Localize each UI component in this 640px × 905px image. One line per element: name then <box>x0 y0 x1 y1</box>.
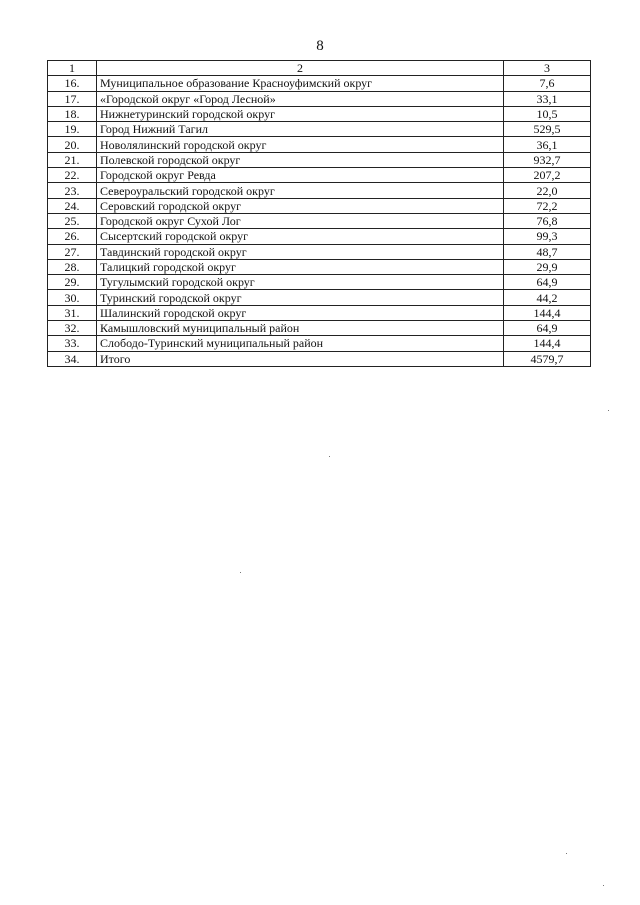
row-name: Тавдинский городской округ <box>97 244 504 259</box>
row-number: 26. <box>48 229 97 244</box>
row-value: 144,4 <box>504 305 591 320</box>
table-row <box>48 275 591 290</box>
row-name: Городской округ Сухой Лог <box>97 213 504 228</box>
row-number: 17. <box>48 91 97 106</box>
row-name: Камышловский муниципальный район <box>97 321 504 336</box>
scan-speck <box>329 456 330 457</box>
row-number: 29. <box>48 275 97 290</box>
row-value: 99,3 <box>504 229 591 244</box>
row-number: 24. <box>48 198 97 213</box>
table-row <box>48 198 591 213</box>
row-value: 64,9 <box>504 275 591 290</box>
row-value: 4579,7 <box>504 351 591 366</box>
table-row <box>48 183 591 198</box>
row-value: 48,7 <box>504 244 591 259</box>
column-header-value: 3 <box>504 61 591 76</box>
column-header-name: 2 <box>97 61 504 76</box>
table-row <box>48 351 591 366</box>
table-header-row <box>48 61 591 76</box>
table-row <box>48 321 591 336</box>
table-row <box>48 152 591 167</box>
row-name: Североуральский городской округ <box>97 183 504 198</box>
row-value: 72,2 <box>504 198 591 213</box>
row-name: Нижнетуринский городской округ <box>97 106 504 121</box>
table-row <box>48 290 591 305</box>
row-number: 30. <box>48 290 97 305</box>
row-value: 36,1 <box>504 137 591 152</box>
table-row <box>48 168 591 183</box>
row-name: Туринский городской округ <box>97 290 504 305</box>
row-name: Слободо-Туринский муниципальный район <box>97 336 504 351</box>
table-row <box>48 106 591 121</box>
row-value: 10,5 <box>504 106 591 121</box>
row-number: 28. <box>48 259 97 274</box>
row-value: 76,8 <box>504 213 591 228</box>
row-name: Новолялинский городской округ <box>97 137 504 152</box>
row-value: 64,9 <box>504 321 591 336</box>
scan-speck <box>603 885 604 886</box>
row-value: 29,9 <box>504 259 591 274</box>
table-row <box>48 137 591 152</box>
row-number: 23. <box>48 183 97 198</box>
row-number: 19. <box>48 122 97 137</box>
row-name: Полевской городской округ <box>97 152 504 167</box>
row-name: Город Нижний Тагил <box>97 122 504 137</box>
row-number: 32. <box>48 321 97 336</box>
scan-speck <box>608 410 609 411</box>
row-number: 34. <box>48 351 97 366</box>
row-number: 18. <box>48 106 97 121</box>
row-name: «Городской округ «Город Лесной» <box>97 91 504 106</box>
row-value: 44,2 <box>504 290 591 305</box>
row-number: 16. <box>48 76 97 91</box>
row-name: Шалинский городской округ <box>97 305 504 320</box>
row-value: 22,0 <box>504 183 591 198</box>
row-value: 207,2 <box>504 168 591 183</box>
row-number: 31. <box>48 305 97 320</box>
row-number: 25. <box>48 213 97 228</box>
column-header-number: 1 <box>48 61 97 76</box>
row-number: 20. <box>48 137 97 152</box>
row-name: Итого <box>97 351 504 366</box>
row-name: Серовский городской округ <box>97 198 504 213</box>
row-value: 144,4 <box>504 336 591 351</box>
row-name: Талицкий городской округ <box>97 259 504 274</box>
row-name: Городской округ Ревда <box>97 168 504 183</box>
scan-speck <box>240 572 241 573</box>
row-value: 932,7 <box>504 152 591 167</box>
table-row <box>48 229 591 244</box>
row-number: 21. <box>48 152 97 167</box>
table-row <box>48 259 591 274</box>
row-number: 27. <box>48 244 97 259</box>
row-value: 529,5 <box>504 122 591 137</box>
row-value: 7,6 <box>504 76 591 91</box>
table-row <box>48 91 591 106</box>
table-row <box>48 305 591 320</box>
row-value: 33,1 <box>504 91 591 106</box>
row-name: Тугулымский городской округ <box>97 275 504 290</box>
page-number: 8 <box>316 38 324 54</box>
table-row <box>48 336 591 351</box>
allocation-table <box>47 60 591 367</box>
row-name: Муниципальное образование Красноуфимский округ <box>97 76 504 91</box>
table-row <box>48 244 591 259</box>
table-row <box>48 76 591 91</box>
row-name: Сысертский городской округ <box>97 229 504 244</box>
scan-speck <box>566 853 567 854</box>
row-number: 33. <box>48 336 97 351</box>
row-number: 22. <box>48 168 97 183</box>
table-row <box>48 122 591 137</box>
table-row <box>48 213 591 228</box>
